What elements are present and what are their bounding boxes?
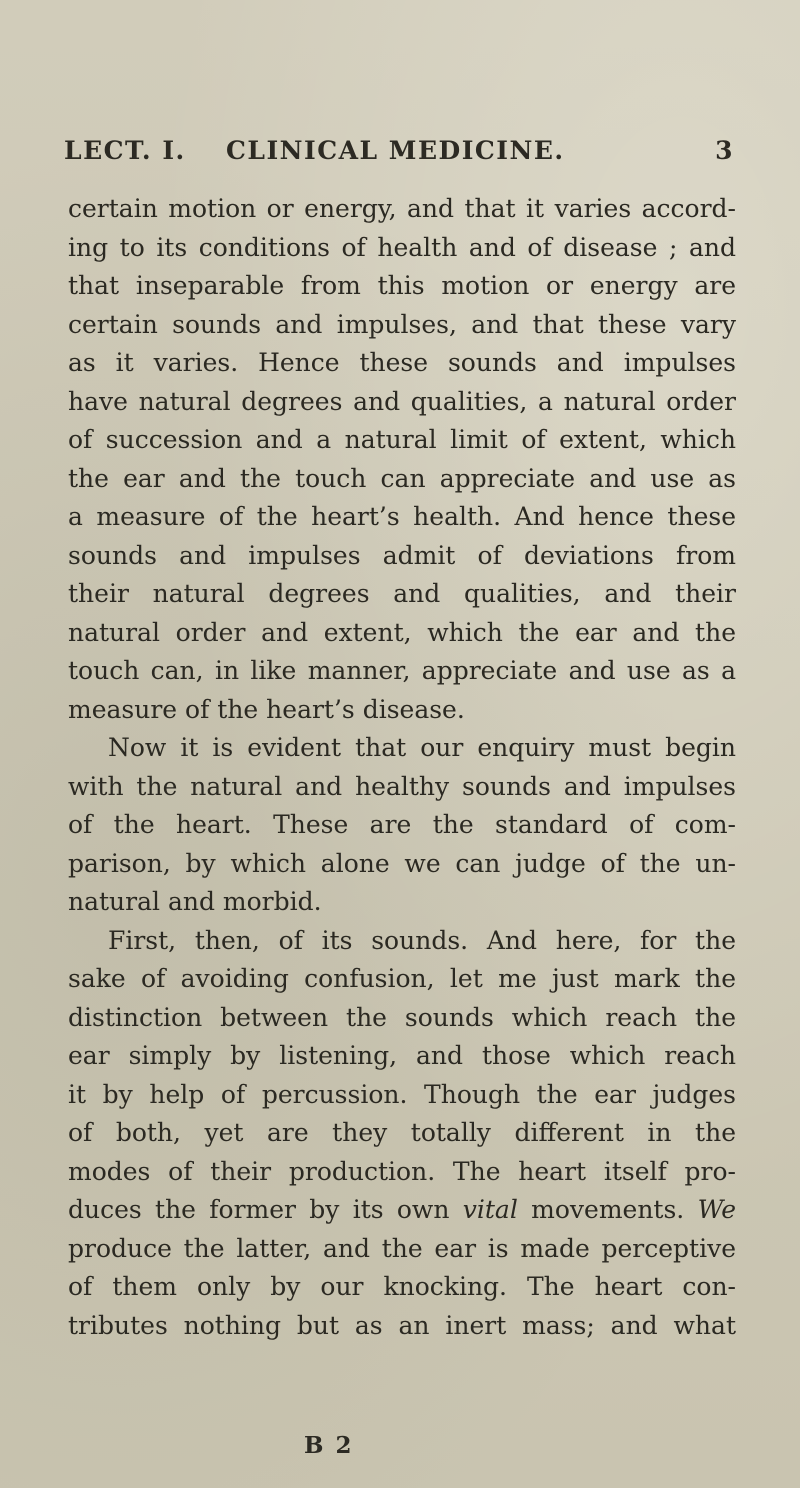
italic-word: We xyxy=(697,1195,737,1224)
running-head xyxy=(64,136,734,180)
text-line: the ear and the touch can appreciate and use as xyxy=(68,463,736,493)
text-line: a measure of the heart’s health. And hence these xyxy=(68,502,736,531)
page-number: 3 xyxy=(715,136,734,165)
book-title: CLINICAL MEDICINE. xyxy=(226,136,565,165)
text-run: movements. xyxy=(531,1195,685,1224)
text-line: natural order and extent, which the ear and the xyxy=(68,617,736,647)
text-line: it by help of percussion. Though the ear judges xyxy=(68,1079,736,1109)
text-line: produce the latter, and the ear is made perceptive xyxy=(68,1233,736,1263)
text-line: of succession and a natural limit of extent, which xyxy=(68,425,736,454)
text-line: sake of avoiding confusion, let me just mark the xyxy=(68,964,736,993)
text-line: of them only by our knocking. The heart con- xyxy=(68,1272,736,1301)
text-line: ing to its conditions of health and of disease ; and xyxy=(68,232,736,262)
text-line: First, then, of its sounds. And here, for the xyxy=(108,925,736,955)
text-line: that inseparable from this motion or energy are xyxy=(68,271,736,300)
text-line: have natural degrees and qualities, a natural order xyxy=(68,386,736,416)
lecture-number: LECT. I. xyxy=(64,136,186,165)
text-line: touch can, in like manner, appreciate and use as a xyxy=(68,656,736,685)
text-run: duces the former by its own xyxy=(68,1195,450,1224)
text-line: of both, yet are they totally different in the xyxy=(68,1118,736,1147)
text-line: certain sounds and impulses, and that these vary xyxy=(68,309,736,339)
text-line: distinction between the sounds which reach the xyxy=(68,1002,736,1032)
text-line: their natural degrees and qualities, and their xyxy=(68,579,736,608)
italic-word: vital xyxy=(462,1195,518,1224)
text-line: ear simply by listening, and those which reach xyxy=(68,1041,736,1070)
text-line: tributes nothing but as an inert mass; and what xyxy=(68,1310,736,1340)
text-line: parison, by which alone we can judge of the un- xyxy=(68,848,736,878)
text-line: with the natural and healthy sounds and impulses xyxy=(68,771,736,801)
body-text xyxy=(68,190,736,1345)
text-line xyxy=(68,1191,736,1230)
text-line: natural and morbid. xyxy=(68,887,322,916)
signature-mark: B 2 xyxy=(304,1432,354,1459)
text-line: sounds and impulses admit of deviations from xyxy=(68,540,736,570)
text-line: modes of their production. The heart itself pro- xyxy=(68,1156,736,1186)
text-line: Now it is evident that our enquiry must begin xyxy=(108,733,736,762)
text-line: of the heart. These are the standard of com- xyxy=(68,810,736,839)
text-line: measure of the heart’s disease. xyxy=(68,694,465,724)
text-line: certain motion or energy, and that it varies accord- xyxy=(68,194,736,223)
text-line: as it varies. Hence these sounds and impulses xyxy=(68,348,736,377)
